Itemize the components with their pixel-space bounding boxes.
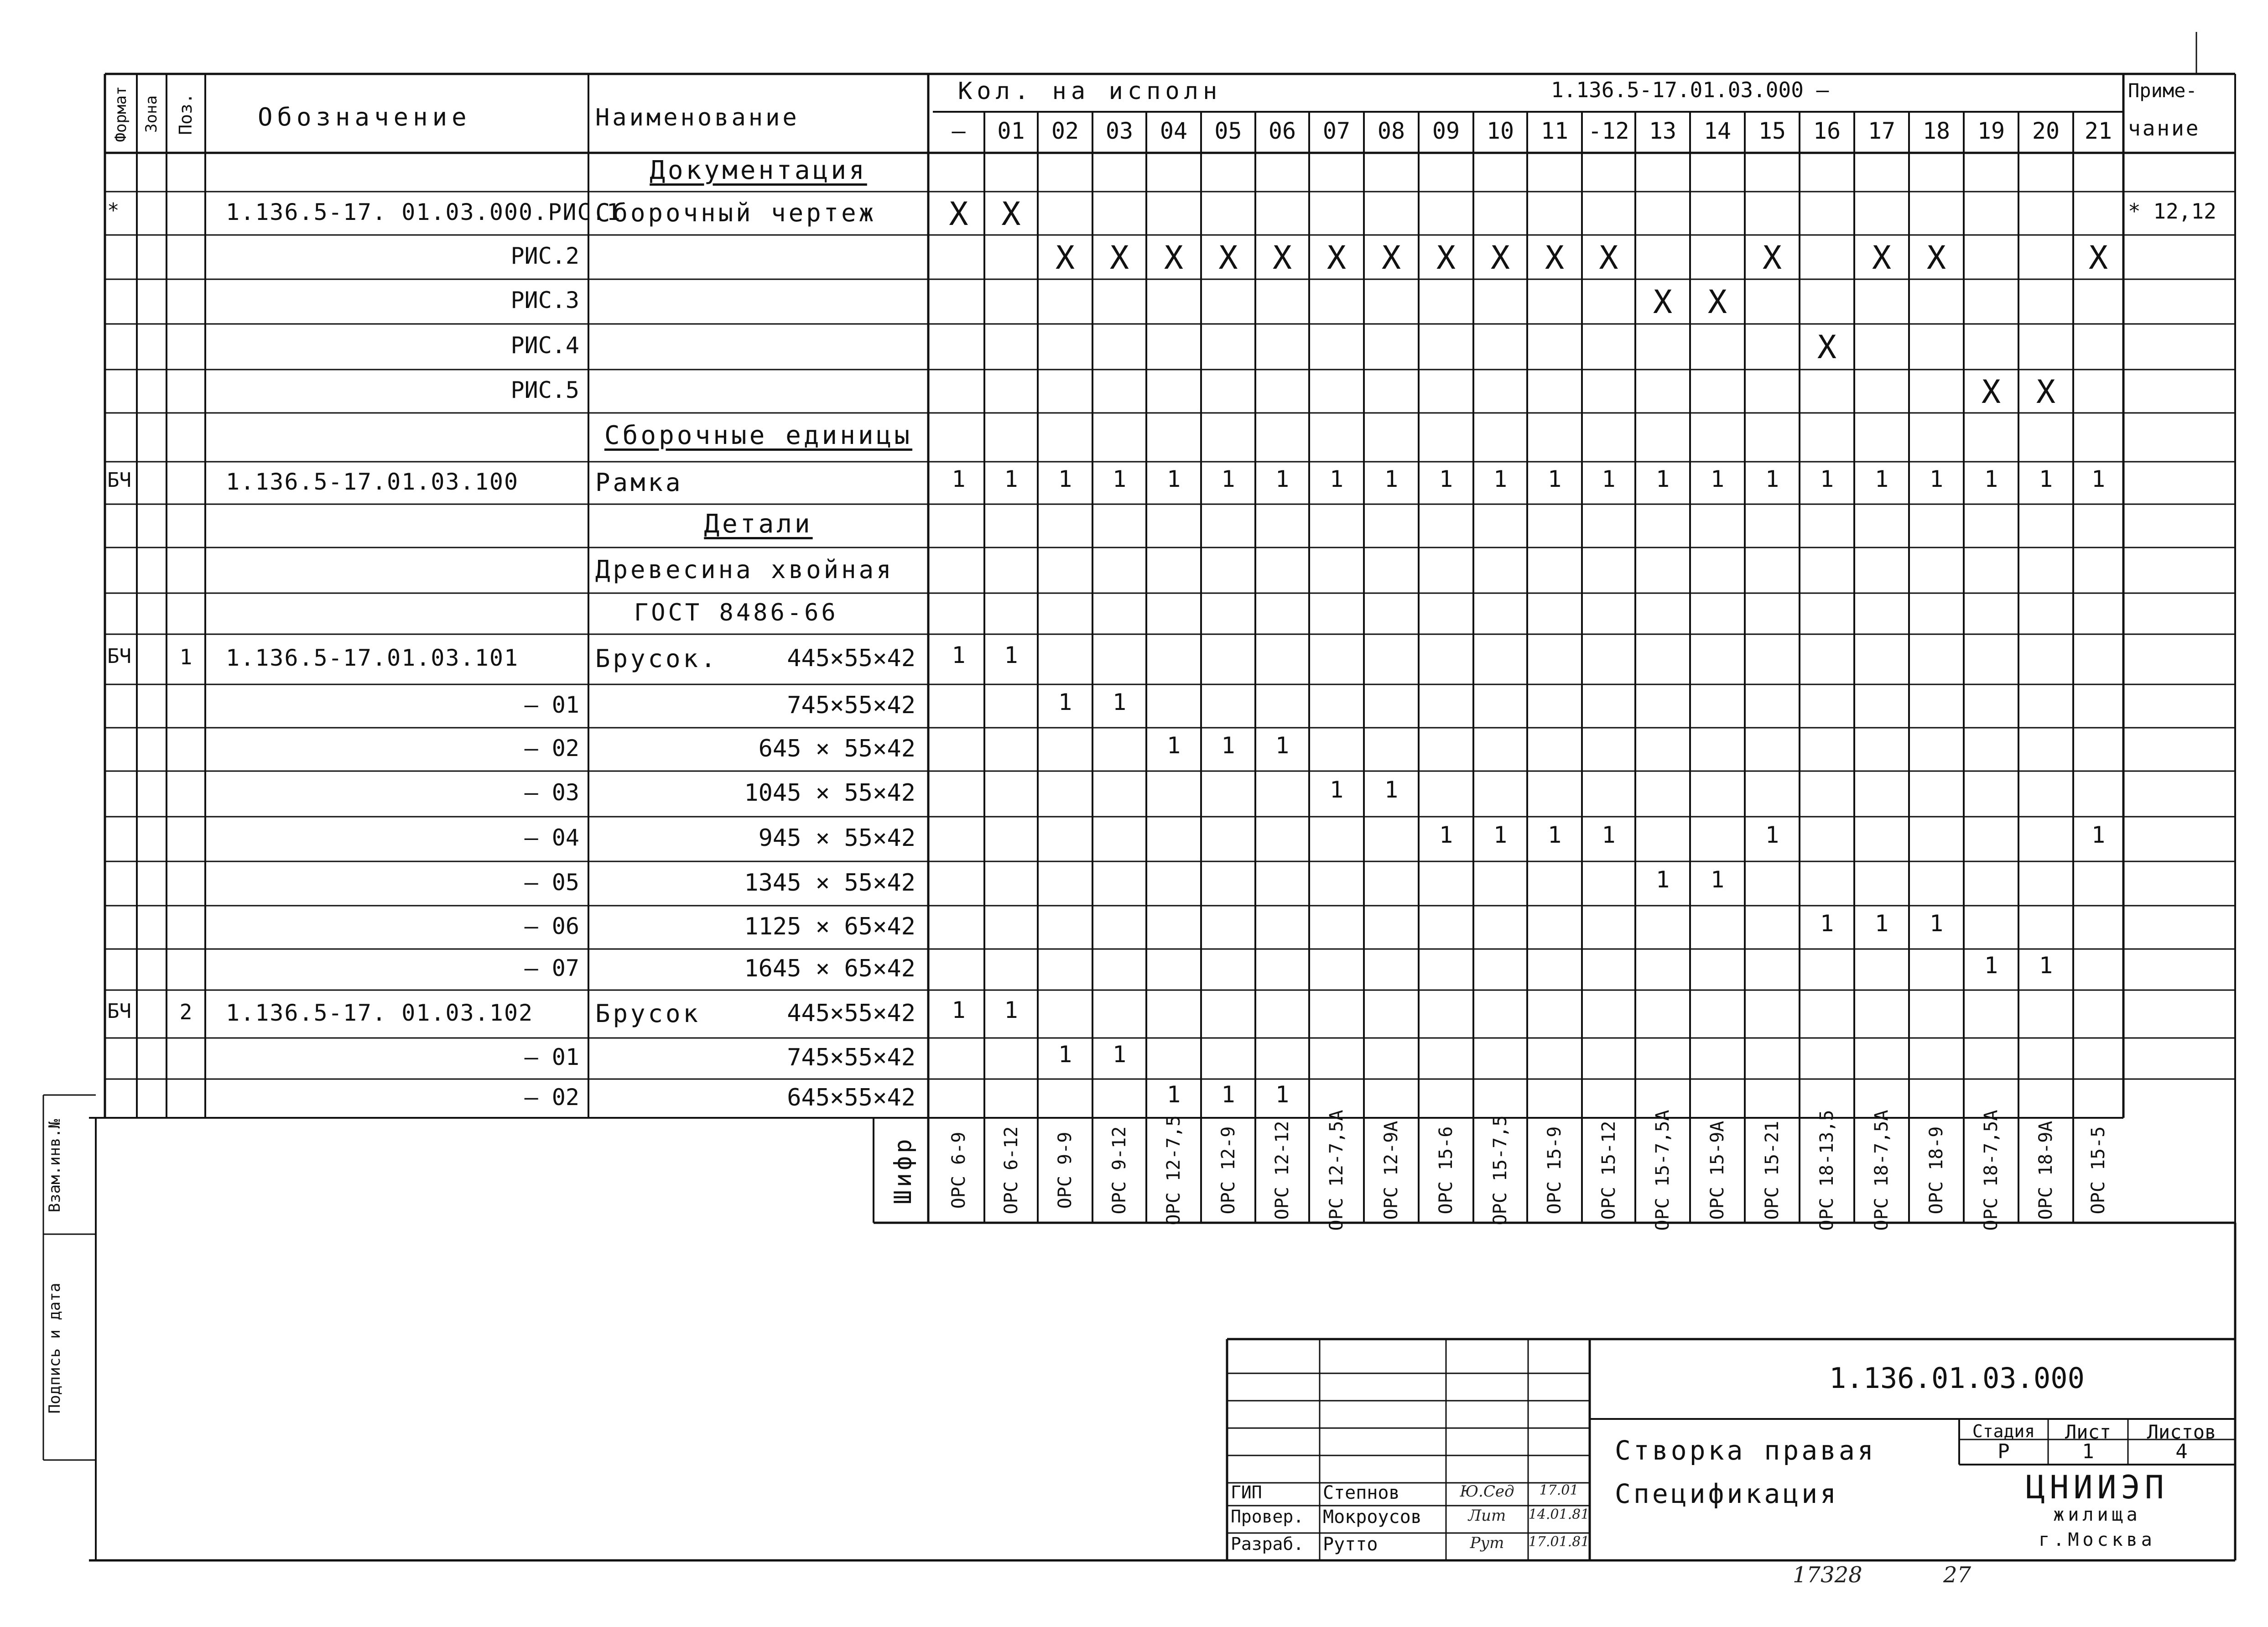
row-qty-mark: 1 — [1929, 465, 1944, 492]
row-qty-mark: X — [1381, 239, 1401, 276]
row-qty-mark: 1 — [1112, 1041, 1127, 1068]
row-qty-mark: 1 — [952, 642, 966, 668]
row-name: ГОСТ 8486-66 — [634, 599, 838, 626]
row-qty-mark: 1 — [1329, 465, 1344, 492]
side-stamp-signature-date: Подпись и дата — [46, 1283, 64, 1414]
signer-role: Провер. — [1231, 1507, 1304, 1527]
row-designation: 1.136.5-17. 01.03.000.РИС.1 — [226, 198, 621, 225]
row-qty-mark: 1 — [1112, 465, 1127, 492]
row-qty-mark: 1 — [1166, 732, 1181, 759]
org-subname: жилища — [2053, 1504, 2141, 1525]
row-designation: 1.136.5-17.01.03.100 — [226, 468, 519, 495]
cipher-label: Шифр — [890, 1136, 917, 1205]
header-zone-format: Формат — [112, 86, 130, 142]
header-exec-4: 04 — [1160, 118, 1188, 144]
row-qty-mark: 1 — [1384, 777, 1399, 803]
header-exec-15: 15 — [1758, 118, 1786, 144]
cipher-code: ОРС 15-5 — [2088, 1126, 2109, 1215]
cipher-code: ОРС 18-9А — [2035, 1121, 2056, 1220]
row-section-title: Сборочные единицы — [604, 420, 913, 450]
row-name: Рамка — [595, 468, 683, 497]
row-qty-mark: 1 — [1384, 465, 1399, 492]
header-zone: Зона — [142, 95, 161, 133]
header-exec-1: 01 — [997, 118, 1025, 144]
header-exec-21: 21 — [2084, 118, 2112, 144]
stage-value: Р — [1998, 1440, 2010, 1463]
row-qty-mark: X — [1762, 239, 1782, 276]
row-qty-mark: X — [2088, 239, 2108, 276]
doc-number: 1.136.01.03.000 — [1829, 1361, 2085, 1395]
row-dimensions: 645×55×42 — [787, 1084, 916, 1111]
row-qty-mark: 1 — [1112, 688, 1127, 715]
row-qty-mark: X — [1490, 239, 1510, 276]
doc-subtitle: Спецификация — [1615, 1478, 1839, 1509]
row-designation: – 01 — [524, 691, 579, 718]
side-stamp-replaced-inv: Взам.инв.№ — [46, 1119, 64, 1213]
header-exec-13: 13 — [1649, 118, 1677, 144]
header-exec-14: 14 — [1703, 118, 1732, 144]
row-qty-mark: 1 — [1984, 952, 1998, 979]
cipher-code: ОРС 12-9А — [1381, 1121, 1402, 1220]
cipher-code: ОРС 9-12 — [1109, 1126, 1130, 1215]
row-designation: 1.136.5-17.01.03.101 — [226, 645, 519, 671]
header-exec-9: 09 — [1432, 118, 1460, 144]
header-exec-20: 20 — [2032, 118, 2060, 144]
row-qty-mark: X — [1817, 329, 1837, 366]
row-qty-mark: 1 — [1166, 1081, 1181, 1108]
row-qty-mark: 1 — [1874, 465, 1889, 492]
row-qty-mark: 1 — [1655, 866, 1670, 893]
row-designation: – 07 — [524, 955, 579, 981]
row-pos: 2 — [179, 999, 192, 1024]
header-designation: Обозначение — [258, 103, 471, 131]
signer-role: Разраб. — [1231, 1534, 1304, 1554]
row-format: БЧ — [107, 645, 131, 668]
cipher-code: ОРС 12-12 — [1272, 1121, 1293, 1220]
header-note: Приме- — [2128, 79, 2197, 102]
cipher-code: ОРС 15-21 — [1762, 1121, 1783, 1220]
cipher-code: ОРС 15-12 — [1598, 1121, 1619, 1220]
row-note: * 12,12 — [2128, 198, 2216, 224]
row-qty-mark: 1 — [1275, 1081, 1290, 1108]
row-qty-mark: X — [1926, 239, 1946, 276]
row-qty-mark: 1 — [1004, 465, 1018, 492]
row-qty-mark: 1 — [1710, 866, 1725, 893]
cipher-code: ОРС 15-9 — [1544, 1126, 1565, 1215]
row-qty-mark: X — [1981, 373, 2001, 411]
header-exec-0: – — [952, 118, 966, 144]
row-qty-mark: 1 — [2091, 465, 2106, 492]
row-designation: – 01 — [524, 1044, 579, 1070]
row-qty-mark: 1 — [1221, 732, 1235, 759]
row-qty-mark: 1 — [1655, 465, 1670, 492]
row-name: Брусок. — [595, 644, 718, 673]
header-exec-16: 16 — [1813, 118, 1841, 144]
row-qty-mark: 1 — [1439, 465, 1453, 492]
row-name: Древесина хвойная — [595, 555, 894, 584]
signer-date: 17.01.81 — [1528, 1534, 1590, 1550]
row-qty-mark: X — [1109, 239, 1129, 276]
row-designation: – 05 — [524, 869, 579, 896]
row-format: БЧ — [107, 999, 131, 1023]
signer-name: Рутто — [1323, 1534, 1378, 1555]
cipher-code: ОРС 6-12 — [1000, 1126, 1022, 1215]
stage-label: Стадия — [1972, 1421, 2035, 1441]
cipher-code: ОРС 12-7,5А — [1326, 1110, 1347, 1231]
org-name: ЦНИИЭП — [2026, 1469, 2169, 1506]
doc-title: Створка правая — [1615, 1435, 1876, 1466]
row-name: Сборочный чертеж — [595, 198, 877, 227]
row-qty-mark: 1 — [1710, 465, 1725, 492]
signer-date: 17.01 — [1539, 1482, 1579, 1498]
row-qty-mark: 1 — [1984, 465, 1998, 492]
row-section-title: Детали — [704, 509, 813, 539]
row-qty-mark: 1 — [1439, 822, 1453, 848]
header-pos: Поз. — [176, 93, 196, 135]
sheets-label: Листов — [2147, 1421, 2216, 1443]
row-qty-mark: X — [949, 195, 968, 233]
row-qty-mark: 1 — [1765, 465, 1779, 492]
row-name: Брусок — [595, 999, 701, 1028]
header-exec-10: 10 — [1486, 118, 1514, 144]
row-designation: – 02 — [524, 735, 579, 761]
row-qty-mark: 1 — [1547, 465, 1562, 492]
header-name: Наименование — [595, 104, 800, 131]
signer-date: 14.01.81 — [1528, 1507, 1590, 1523]
row-qty-mark: X — [1599, 239, 1618, 276]
row-qty-mark: X — [2036, 373, 2056, 411]
row-qty-mark: 1 — [952, 996, 966, 1023]
header-exec-11: 11 — [1540, 118, 1569, 144]
sheets-value: 4 — [2175, 1440, 2188, 1463]
row-qty-mark: 1 — [1058, 688, 1072, 715]
cipher-code: ОРС 18-7,5А — [1981, 1110, 2002, 1231]
row-designation: – 06 — [524, 913, 579, 939]
signer-signature: Рут — [1470, 1534, 1504, 1552]
cipher-code: ОРС 6-9 — [948, 1132, 969, 1209]
row-qty-mark: 1 — [1602, 465, 1616, 492]
header-qty-title: Кол. на исполн — [958, 78, 1222, 105]
row-qty-mark: 1 — [1547, 822, 1562, 848]
header-exec-6: 06 — [1268, 118, 1296, 144]
row-qty-mark: 1 — [1058, 1041, 1072, 1068]
row-designation: – 03 — [524, 779, 579, 806]
row-qty-mark: 1 — [1329, 777, 1344, 803]
row-section-title: Документация — [650, 155, 867, 185]
row-format: * — [107, 198, 120, 222]
row-dimensions: 745×55×42 — [787, 691, 916, 719]
row-qty-mark: X — [1545, 239, 1565, 276]
sheet-value: 1 — [2082, 1440, 2094, 1463]
row-qty-mark: 1 — [1058, 465, 1072, 492]
cipher-code: ОРС 18-13,5 — [1816, 1110, 1837, 1231]
row-dimensions: 1045 × 55×42 — [744, 779, 916, 807]
row-dimensions: 445×55×42 — [787, 645, 916, 672]
row-qty-mark: X — [1272, 239, 1292, 276]
header-exec-3: 03 — [1105, 118, 1134, 144]
row-qty-mark: 1 — [1765, 822, 1779, 848]
row-qty-mark: 1 — [952, 465, 966, 492]
row-dimensions: 1645 × 65×42 — [744, 955, 916, 982]
row-qty-mark: 1 — [1602, 822, 1616, 848]
signer-signature: Лит — [1468, 1507, 1506, 1525]
archive-number: 17328 — [1793, 1562, 1862, 1588]
signer-name: Степнов — [1323, 1482, 1400, 1503]
cipher-code: ОРС 12-7,5 — [1163, 1115, 1184, 1225]
row-dimensions: 945 × 55×42 — [758, 824, 916, 852]
row-qty-mark: 1 — [1493, 465, 1508, 492]
header-exec-8: 08 — [1377, 118, 1405, 144]
row-qty-mark: 1 — [1004, 642, 1018, 668]
row-designation: 1.136.5-17. 01.03.102 — [226, 999, 534, 1026]
row-qty-mark: X — [1653, 283, 1673, 321]
header-exec-5: 05 — [1214, 118, 1242, 144]
row-qty-mark: 1 — [1221, 465, 1235, 492]
signer-role: ГИП — [1231, 1482, 1262, 1502]
header-exec-19: 19 — [1977, 118, 2005, 144]
row-qty-mark: X — [1707, 283, 1727, 321]
row-format: БЧ — [107, 468, 131, 492]
row-designation: РИС.4 — [510, 332, 579, 359]
row-designation: РИС.5 — [510, 376, 579, 403]
row-dimensions: 445×55×42 — [787, 999, 916, 1027]
row-qty-mark: X — [1164, 239, 1184, 276]
row-dimensions: 645 × 55×42 — [758, 735, 916, 762]
row-dimensions: 745×55×42 — [787, 1044, 916, 1071]
row-qty-mark: 1 — [1221, 1081, 1235, 1108]
cipher-code: ОРС 18-9 — [1926, 1126, 1947, 1215]
header-exec-7: 07 — [1322, 118, 1351, 144]
page-number: 27 — [1943, 1562, 1971, 1588]
row-qty-mark: 1 — [2039, 465, 2053, 492]
header-exec-17: 17 — [1867, 118, 1896, 144]
header-exec-18: 18 — [1922, 118, 1951, 144]
cipher-code: ОРС 15-7,5А — [1652, 1110, 1673, 1231]
row-qty-mark: 1 — [1820, 465, 1834, 492]
header-exec-2: 02 — [1051, 118, 1079, 144]
cipher-code: ОРС 18-7,5А — [1871, 1110, 1892, 1231]
cipher-code: ОРС 9-9 — [1055, 1132, 1076, 1209]
signer-signature: Ю.Сед — [1460, 1482, 1514, 1501]
row-qty-mark: X — [1001, 195, 1021, 233]
row-qty-mark: 1 — [1874, 910, 1889, 937]
cipher-code: ОРС 15-6 — [1436, 1126, 1457, 1215]
cipher-code: ОРС 12-9 — [1217, 1126, 1239, 1215]
row-pos: 1 — [179, 645, 192, 669]
header-note-2: чание — [2128, 116, 2200, 141]
row-dimensions: 1345 × 55×42 — [744, 869, 916, 897]
row-qty-mark: 1 — [2091, 822, 2106, 848]
row-qty-mark: 1 — [1004, 996, 1018, 1023]
header-qty-prefix: 1.136.5-17.01.03.000 – — [1551, 78, 1829, 102]
row-designation: РИС.2 — [510, 242, 579, 269]
signer-name: Мокроусов — [1323, 1507, 1422, 1528]
sheet-label: Лист — [2065, 1421, 2112, 1443]
org-city: г.Москва — [2039, 1529, 2156, 1550]
row-qty-mark: 1 — [2039, 952, 2053, 979]
row-designation: – 02 — [524, 1084, 579, 1111]
header-exec-12: -12 — [1588, 118, 1629, 144]
row-qty-mark: X — [1055, 239, 1075, 276]
row-designation: РИС.3 — [510, 287, 579, 313]
cipher-code: ОРС 15-9А — [1707, 1121, 1728, 1220]
row-qty-mark: X — [1872, 239, 1892, 276]
row-qty-mark: 1 — [1929, 910, 1944, 937]
row-qty-mark: 1 — [1820, 910, 1834, 937]
row-qty-mark: X — [1218, 239, 1238, 276]
row-qty-mark: X — [1436, 239, 1456, 276]
cipher-code: ОРС 15-7,5 — [1490, 1115, 1511, 1225]
row-designation: – 04 — [524, 824, 579, 851]
row-qty-mark: 1 — [1493, 822, 1508, 848]
row-qty-mark: X — [1326, 239, 1347, 276]
row-qty-mark: 1 — [1166, 465, 1181, 492]
row-dimensions: 1125 × 65×42 — [744, 913, 916, 940]
row-qty-mark: 1 — [1275, 465, 1290, 492]
row-qty-mark: 1 — [1275, 732, 1290, 759]
